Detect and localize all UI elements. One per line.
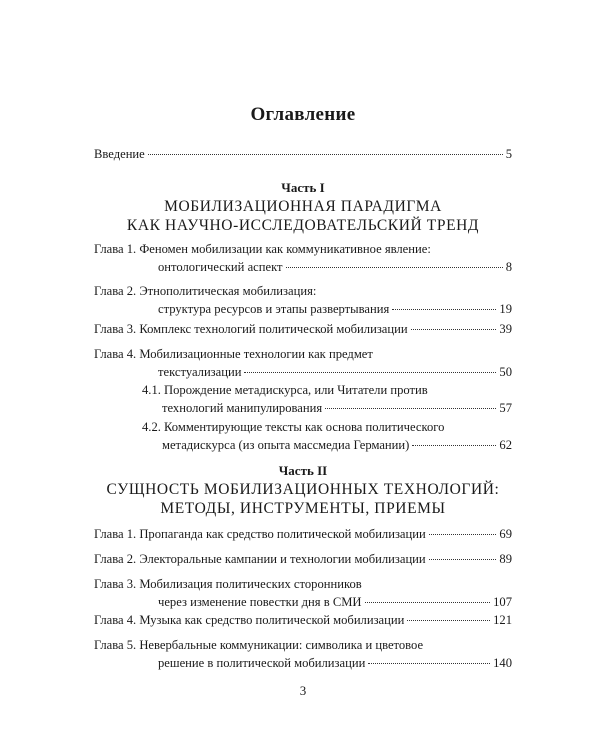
- entry-title: Мобилизационные технологии как предмет: [139, 347, 373, 361]
- entry-title-cont: через изменение повестки дня в СМИ: [158, 594, 362, 609]
- part-label: Часть I: [281, 180, 325, 195]
- chapter-prefix: Глава 4.: [94, 613, 137, 627]
- entry-title: Комплекс технологий политической мобилизации: [139, 322, 408, 336]
- entry-page: 8: [505, 259, 512, 274]
- dot-leader: [429, 534, 497, 535]
- page-number: 3: [299, 683, 307, 698]
- part-title-line: СУЩНОСТЬ МОБИЛИЗАЦИОННЫХ ТЕХНОЛОГИЙ:: [106, 481, 500, 498]
- toc-entry-chapter: [94, 576, 512, 611]
- entry-title: Пропаганда как средство политической мобилизации: [139, 527, 426, 541]
- dot-leader: [365, 602, 491, 603]
- dot-leader: [325, 408, 496, 409]
- toc-entry-chapter: [94, 612, 512, 630]
- dot-leader: [407, 620, 490, 621]
- part1-heading: [94, 179, 512, 235]
- toc-entry-chapter: [94, 241, 512, 276]
- toc-entry-chapter: [94, 551, 512, 569]
- chapter-prefix: Глава 2.: [94, 284, 137, 298]
- part-title-line: МОБИЛИЗАЦИОННАЯ ПАРАДИГМА: [164, 198, 442, 215]
- entry-title: 4.2. Комментирующие тексты как основа политического: [142, 420, 445, 434]
- dot-leader: [429, 559, 497, 560]
- entry-page: 39: [499, 322, 512, 336]
- chapter-prefix: Глава 2.: [94, 552, 137, 566]
- dot-leader: [244, 372, 496, 373]
- chapter-prefix: Глава 3.: [94, 322, 137, 336]
- toc-entry-section: [142, 382, 512, 417]
- entry-title: Феномен мобилизации как коммуникативное явление:: [139, 242, 431, 256]
- entry-title-cont: структура ресурсов и этапы развертывания: [158, 301, 390, 316]
- chapter-prefix: Глава 3.: [94, 577, 137, 591]
- dot-leader: [412, 445, 496, 446]
- dot-leader: [392, 309, 496, 310]
- entry-page: 57: [499, 400, 512, 415]
- chapter-prefix: Глава 1.: [94, 242, 137, 256]
- dot-leader: [411, 329, 497, 330]
- toc-entry-section: [142, 419, 512, 454]
- chapter-prefix: Глава 4.: [94, 347, 137, 361]
- chapter-prefix: Глава 1.: [94, 527, 137, 541]
- entry-title-cont: онтологический аспект: [158, 259, 283, 274]
- chapter-prefix: Глава 5.: [94, 638, 137, 652]
- entry-title: Музыка как средство политической мобилизации: [139, 613, 405, 627]
- entry-page: 19: [499, 301, 512, 316]
- entry-page: 89: [499, 552, 512, 566]
- part-title-line: МЕТОДЫ, ИНСТРУМЕНТЫ, ПРИЕМЫ: [160, 500, 446, 517]
- entry-title-cont: решение в политической мобилизации: [158, 655, 366, 670]
- dot-leader: [148, 154, 503, 155]
- toc-entry-chapter: [94, 526, 512, 544]
- toc-entry-chapter: [94, 637, 512, 672]
- part-label: Часть II: [278, 463, 328, 478]
- entry-title: Мобилизация политических сторонников: [139, 577, 362, 591]
- toc-page: [94, 0, 512, 750]
- toc-entry-chapter: [94, 283, 512, 318]
- dot-leader: [368, 663, 490, 664]
- part-title-line: КАК НАУЧНО-ИССЛЕДОВАТЕЛЬСКИЙ ТРЕНД: [126, 217, 480, 234]
- part2-heading: [94, 462, 512, 518]
- entry-title-cont: метадискурса (из опыта массмедиа Германии): [162, 437, 410, 452]
- entry-title: Электоральные кампании и технологии мобилизации: [139, 552, 426, 566]
- toc-entry-intro: [94, 146, 512, 164]
- entry-title-cont: технологий манипулирования: [162, 400, 323, 415]
- entry-page: 69: [499, 527, 512, 541]
- entry-title: 4.1. Порождение метадискурса, или Читатели против: [142, 383, 428, 397]
- toc-entry-chapter: [94, 346, 512, 381]
- dot-leader: [286, 267, 503, 268]
- entry-title: Невербальные коммуникации: символика и цветовое: [139, 638, 424, 652]
- toc-title: Оглавление: [250, 104, 356, 125]
- entry-page: 140: [493, 655, 512, 670]
- entry-page: 121: [493, 613, 512, 627]
- entry-title: Этнополитическая мобилизация:: [139, 284, 317, 298]
- entry-page: 107: [493, 594, 512, 609]
- toc-entry-chapter: [94, 321, 512, 339]
- entry-page: 5: [505, 147, 512, 161]
- entry-title: Введение: [94, 147, 145, 161]
- entry-page: 62: [499, 437, 512, 452]
- entry-page: 50: [499, 364, 512, 379]
- entry-title-cont: текстуализации: [158, 364, 242, 379]
